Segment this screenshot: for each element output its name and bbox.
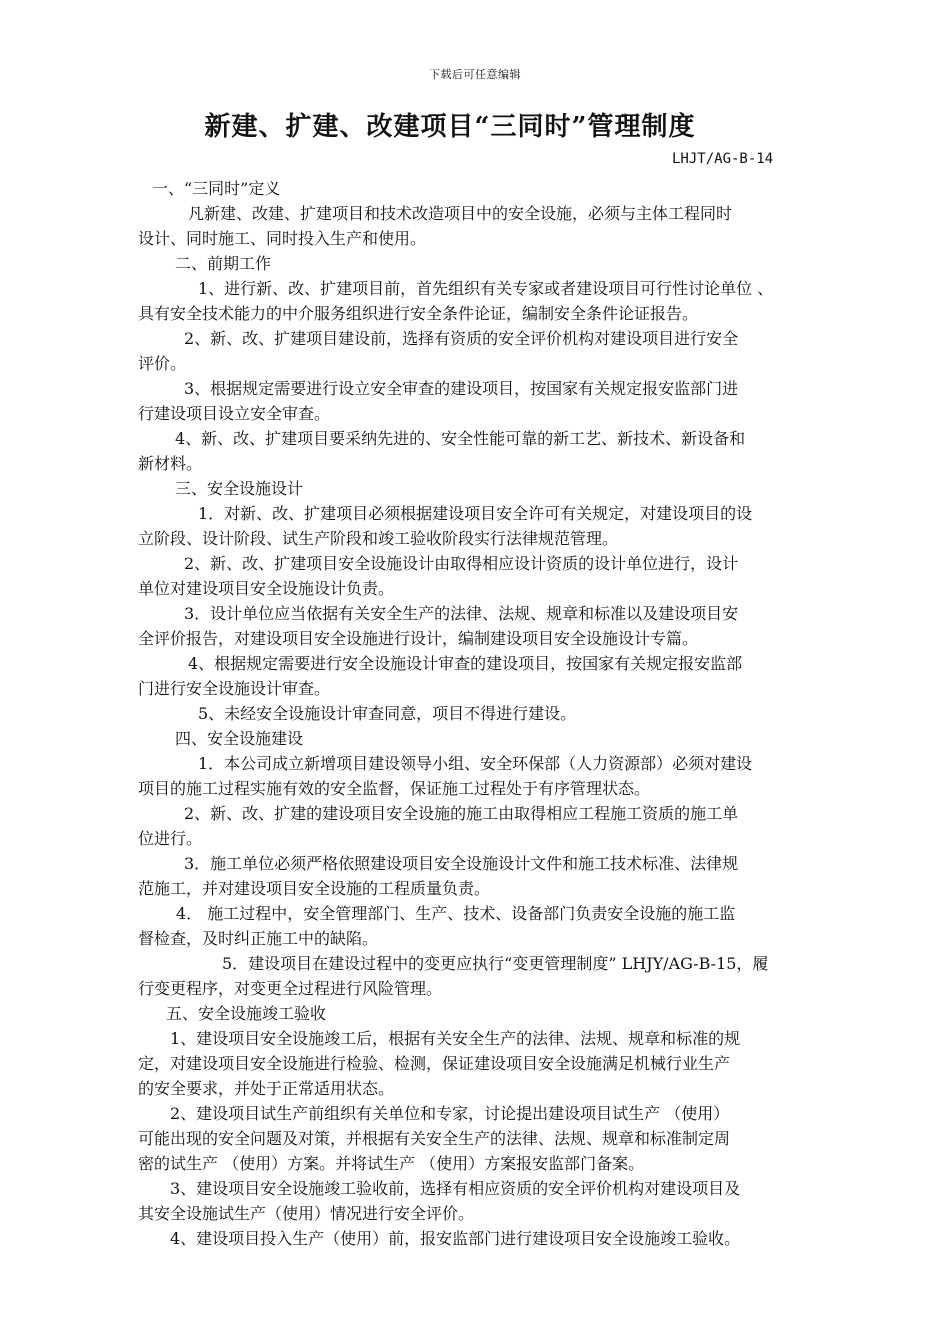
paragraph-line: 3、根据规定需要进行设立安全审查的建设项目，按国家有关规定报安监部门进	[184, 379, 739, 398]
document-title: 新建、扩建、改建项目“三同时”管理制度	[204, 112, 696, 142]
paragraph-line: 5．建设项目在建设过程中的变更应执行“变更管理制度” LHJY/AG-B-15，履	[222, 954, 769, 973]
paragraph-line: 4． 施工过程中，安全管理部门、生产、技术、设备部门负责安全设施的施工监	[176, 904, 736, 923]
paragraph-line: 1．对新、改、扩建项目必须根据建设项目安全许可有关规定，对建设项目的设	[198, 504, 753, 523]
paragraph-line: 其安全设施试生产（使用）情况进行安全评价。	[138, 1204, 475, 1223]
paragraph-line: 立阶段、设计阶段、试生产阶段和竣工验收阶段实行法律规范管理。	[138, 529, 619, 548]
paragraph-line: 1、进行新、改、扩建项目前，首先组织有关专家或者建设项目可行性讨论单位 、	[198, 279, 774, 298]
paragraph-line: 3．设计单位应当依据有关安全生产的法律、法规、规章和标准以及建设项目安	[184, 604, 739, 623]
paragraph-line: 5、未经安全设施设计审查同意，项目不得进行建设。	[198, 704, 577, 723]
section-heading-2: 二、前期工作	[175, 254, 272, 273]
paragraph-line: 1．本公司成立新增项目建设领导小组、安全环保部（人力资源部）必须对建设	[198, 754, 753, 773]
section-heading-5: 五、安全设施竣工验收	[166, 1004, 327, 1023]
paragraph-line: 可能出现的安全问题及对策，并根据有关安全生产的法律、法规、规章和标准制定周	[138, 1129, 731, 1148]
paragraph-line: 督检查，及时纠正施工中的缺陷。	[138, 929, 379, 948]
paragraph-line: 项目的施工过程实施有效的安全监督，保证施工过程处于有序管理状态。	[138, 779, 651, 798]
document-code: LHJT/AG-B-14	[672, 151, 774, 167]
paragraph-line: 3、建设项目安全设施竣工验收前，选择有相应资质的安全评价机构对建设项目及	[170, 1179, 741, 1198]
paragraph-line: 全评价报告，对建设项目安全设施进行设计，编制建设项目安全设施设计专篇。	[138, 629, 699, 648]
section-heading-1: 一、“三同时”定义	[152, 179, 281, 198]
section-heading-4: 四、安全设施建设	[175, 729, 304, 748]
paragraph-line: 凡新建、改建、扩建项目和技术改造项目中的安全设施，必须与主体工程同时	[188, 204, 733, 223]
paragraph-line: 行变更程序，对变更全过程进行风险管理。	[138, 979, 443, 998]
paragraph-line: 2、新、改、扩建项目建设前，选择有资质的安全评价机构对建设项目进行安全	[184, 329, 739, 348]
paragraph-line: 单位对建设项目安全设施设计负责。	[138, 579, 395, 598]
paragraph-line: 位进行。	[138, 829, 203, 848]
paragraph-line: 2、新、改、扩建项目安全设施设计由取得相应设计资质的设计单位进行，设计	[184, 554, 739, 573]
paragraph-line: 门进行安全设施设计审查。	[138, 679, 331, 698]
paragraph-line: 范施工，并对建设项目安全设施的工程质量负责。	[138, 879, 491, 898]
paragraph-line: 2、新、改、扩建的建设项目安全设施的施工由取得相应工程施工资质的施工单	[184, 804, 739, 823]
paragraph-line: 密的试生产 （使用）方案。并将试生产 （使用）方案报安监部门备案。	[138, 1154, 645, 1173]
paragraph-line: 4、建设项目投入生产（使用）前，报安监部门进行建设项目安全设施竣工验收。	[170, 1229, 741, 1248]
paragraph-line: 评价。	[138, 354, 187, 373]
paragraph-line: 具有安全技术能力的中介服务组织进行安全条件论证，编制安全条件论证报告。	[138, 304, 699, 323]
section-heading-3: 三、安全设施设计	[175, 479, 304, 498]
header-note: 下载后可任意编辑	[429, 68, 521, 81]
paragraph-line: 的安全要求，并处于正常适用状态。	[138, 1079, 395, 1098]
document-body	[138, 176, 862, 1251]
paragraph-line: 3．施工单位必须严格依照建设项目安全设施设计文件和施工技术标准、法律规	[184, 854, 739, 873]
paragraph-line: 2、建设项目试生产前组织有关单位和专家，讨论提出建设项目试生产 （使用）	[170, 1104, 730, 1123]
paragraph-line: 4、新、改、扩建项目要采纳先进的、安全性能可靠的新工艺、新技术、新设备和	[175, 429, 746, 448]
paragraph-line: 新材料。	[138, 454, 203, 473]
paragraph-line: 1、建设项目安全设施竣工后，根据有关安全生产的法律、法规、规章和标准的规	[170, 1029, 741, 1048]
paragraph-line: 行建设项目设立安全审查。	[138, 404, 331, 423]
paragraph-line: 定，对建设项目安全设施进行检验、检测，保证建设项目安全设施满足机械行业生产	[138, 1054, 731, 1073]
paragraph-line: 设计、同时施工、同时投入生产和使用。	[138, 229, 427, 248]
paragraph-line: 4、根据规定需要进行安全设施设计审查的建设项目，按国家有关规定报安监部	[188, 654, 743, 673]
